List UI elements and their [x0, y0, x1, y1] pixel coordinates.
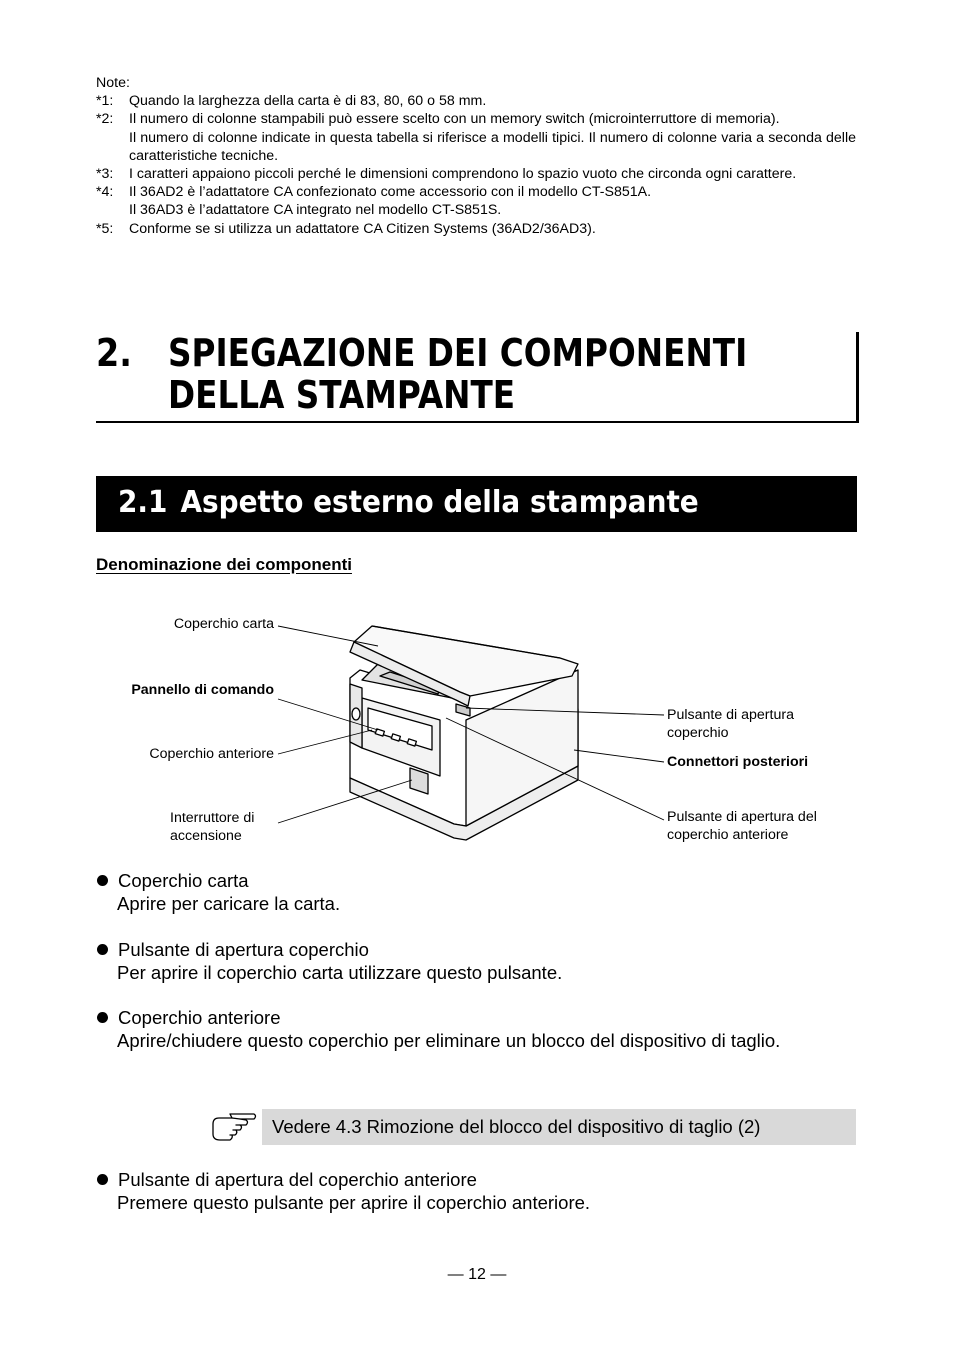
bullet-icon — [97, 875, 108, 886]
section-title: Aspetto esterno della stampante — [180, 485, 699, 520]
note-text: Il numero di colonne stampabili può essere scelto con un memory switch (microinterruttore di memoria). — [129, 111, 780, 128]
notes-block — [96, 74, 856, 238]
callout-cover-open-button — [667, 706, 794, 742]
list-item — [96, 869, 856, 915]
note-item — [96, 110, 856, 165]
reference-text[interactable]: Vedere 4.3 Rimozione del blocco del dispositivo di taglio (2) — [262, 1109, 856, 1145]
note-item — [96, 220, 856, 238]
bullet-title: Coperchio carta — [118, 870, 249, 891]
note-text: Conforme se si utilizza un adattatore CA Citizen Systems (36AD2/36AD3). — [129, 220, 596, 237]
callout-front-cover-open-button — [667, 808, 817, 844]
bullet-desc: Premere questo pulsante per aprire il coperchio anteriore. — [117, 1192, 591, 1213]
note-item — [96, 183, 856, 219]
note-text: I caratteri appaiono piccoli perché le dimensioni comprendono lo spazio vuoto che circonda ogni carattere. — [129, 166, 797, 183]
bullet-icon — [97, 1012, 108, 1023]
callout-cover-open-button-line-2: coperchio — [667, 725, 729, 741]
callout-power-switch-line-2: accensione — [170, 828, 242, 844]
page-number: — 12 — — [447, 1266, 507, 1283]
note-text: Il numero di colonne indicate in questa tabella si riferisce a modelli tipici. Il numero di colonne varia a seconda delle caratteristiche tecniche. — [129, 129, 856, 164]
callout-power-switch-line-1: Interruttore di — [170, 810, 255, 826]
note-item — [96, 165, 856, 183]
callout-control-panel: Pannello di comando — [131, 682, 274, 698]
note-text: Quando la larghezza della carta è di 83, 80, 60 o 58 mm. — [129, 93, 487, 110]
note-text: Il 36AD3 è l’adattatore CA integrato nel modello CT-S851S. — [129, 202, 502, 219]
printer-figure — [0, 580, 954, 860]
bullet-desc: Aprire/chiudere questo coperchio per eliminare un blocco del dispositivo di taglio. — [117, 1030, 781, 1051]
chapter-title-line-1: SPIEGAZIONE DEI COMPONENTI — [168, 331, 748, 375]
note-mark: *1: — [96, 93, 114, 110]
callout-paper-cover: Coperchio carta — [173, 616, 274, 632]
callout-front-cover-open-button-line-1: Pulsante di apertura del — [667, 809, 817, 825]
bullet-icon — [97, 1174, 108, 1185]
list-item — [96, 938, 856, 984]
chapter-title-line-2: DELLA STAMPANTE — [168, 373, 516, 417]
chapter-heading — [96, 332, 859, 423]
bullet-desc: Aprire per caricare la carta. — [117, 893, 341, 914]
bullet-title: Coperchio anteriore — [118, 1007, 281, 1028]
bullet-icon — [97, 944, 108, 955]
list-item — [96, 1006, 856, 1052]
callout-cover-open-button-line-1: Pulsante di apertura — [667, 707, 794, 723]
section-heading — [96, 476, 857, 532]
note-text: Il 36AD2 è l’adattatore CA confezionato come accessorio con il modello CT-S851A. — [129, 184, 652, 201]
note-mark: *2: — [96, 111, 114, 128]
callout-front-cover: Coperchio anteriore — [149, 746, 274, 762]
note-item — [96, 92, 856, 110]
list-item — [96, 1168, 856, 1214]
bullet-desc: Per aprire il coperchio carta utilizzare questo pulsante. — [117, 962, 563, 983]
notes-heading: Note: — [96, 75, 130, 91]
callout-power-switch — [170, 809, 254, 845]
reference-note — [210, 1106, 857, 1148]
bullet-title: Pulsante di apertura del coperchio anteriore — [118, 1169, 477, 1190]
note-mark: *3: — [96, 166, 114, 183]
bullet-title: Pulsante di apertura coperchio — [118, 939, 369, 960]
chapter-number: 2. — [96, 331, 132, 375]
callout-rear-connectors: Connettori posteriori — [667, 754, 809, 770]
subheading: Denominazione dei componenti — [96, 555, 352, 574]
pointing-hand-icon — [210, 1110, 260, 1146]
chapter-title — [168, 332, 747, 416]
note-mark: *4: — [96, 184, 114, 201]
callout-front-cover-open-button-line-2: coperchio anteriore — [667, 827, 789, 843]
note-mark: *5: — [96, 220, 114, 237]
section-number: 2.1 — [118, 485, 168, 520]
